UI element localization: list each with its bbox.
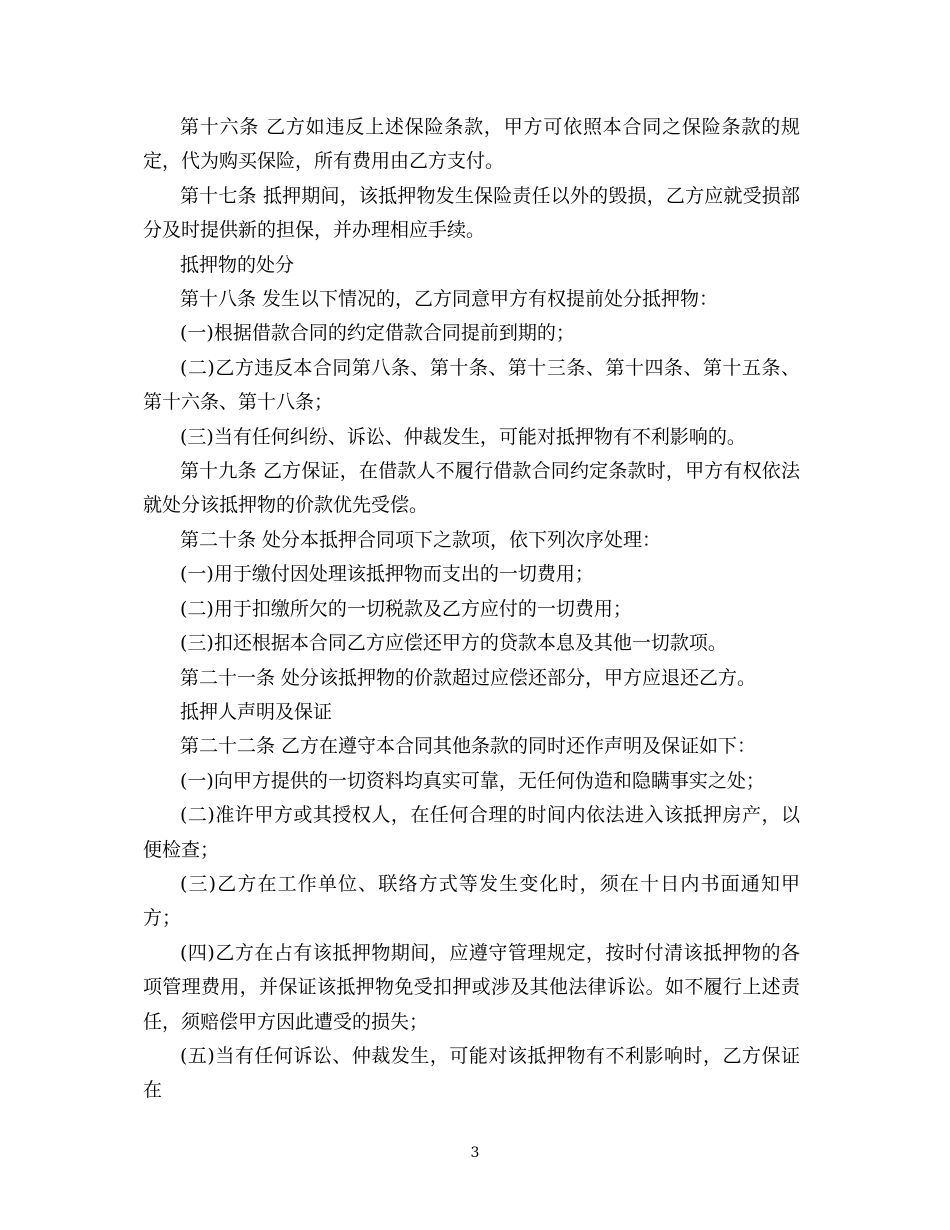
page-number: 3 (470, 1145, 480, 1161)
paragraph: 第十八条 发生以下情况的，乙方同意甲方有权提前处分抵押物： (180, 288, 719, 311)
paragraph: 第十六条 乙方如违反上述保险条款，甲方可依照本合同之保险条款的规定，代为购买保险，所有费用由乙方支付。 (143, 116, 800, 173)
list-item: (三)当有任何纠纷、诉讼、仲裁发生，可能对抵押物有不利影响的。 (180, 425, 746, 448)
document-body (143, 110, 800, 1108)
list-item: (二)用于扣缴所欠的一切税款及乙方应付的一切费用； (180, 597, 632, 620)
paragraph: 第十七条 抵押期间，该抵押物发生保险责任以外的毁损，乙方应就受损部分及时提供新的担保，并办理相应手续。 (143, 184, 800, 242)
paragraph: 第二十一条 处分该抵押物的价款超过应偿还部分，甲方应退还乙方。 (180, 666, 757, 689)
list-item: (四)乙方在占有该抵押物期间，应遵守管理规定，按时付清该抵押物的各项管理费用，并保证该抵押物免受扣押或涉及其他法律诉讼。如不履行上述责任，须赔偿甲方因此遭受的损失； (143, 941, 800, 1033)
section-heading: 抵押人声明及保证 (180, 700, 333, 723)
list-item: (五)当有任何诉讼、仲裁发生，可能对该抵押物有不利影响时，乙方保证在 (143, 1044, 800, 1102)
list-item: (二)准许甲方或其授权人，在任何合理的时间内依法进入该抵押房产，以便检查； (143, 804, 800, 861)
paragraph: 第二十二条 乙方在遵守本合同其他条款的同时还作声明及保证如下： (180, 735, 757, 758)
list-item: (一)向甲方提供的一切资料均真实可靠，无任何伪造和隐瞒事实之处； (180, 769, 765, 792)
paragraph: 第二十条 处分本抵押合同项下之款项，依下列次序处理： (180, 528, 662, 551)
list-item: (三)乙方在工作单位、联络方式等发生变化时，须在十日内书面通知甲方； (143, 872, 800, 930)
section-heading: 抵押物的处分 (180, 253, 295, 276)
paragraph: 第十九条 乙方保证，在借款人不履行借款合同约定条款时，甲方有权依法就处分该抵押物的价款优先受偿。 (143, 460, 800, 517)
list-item: (二)乙方违反本合同第八条、第十条、第十三条、第十四条、第十五条、第十六条、第十八条； (143, 356, 800, 414)
list-item: (一)根据借款合同的约定借款合同提前到期的； (180, 322, 575, 345)
list-item: (三)扣还根据本合同乙方应偿还甲方的贷款本息及其他一切款项。 (180, 632, 727, 655)
list-item: (一)用于缴付因处理该抵押物而支出的一切费用； (180, 563, 594, 586)
